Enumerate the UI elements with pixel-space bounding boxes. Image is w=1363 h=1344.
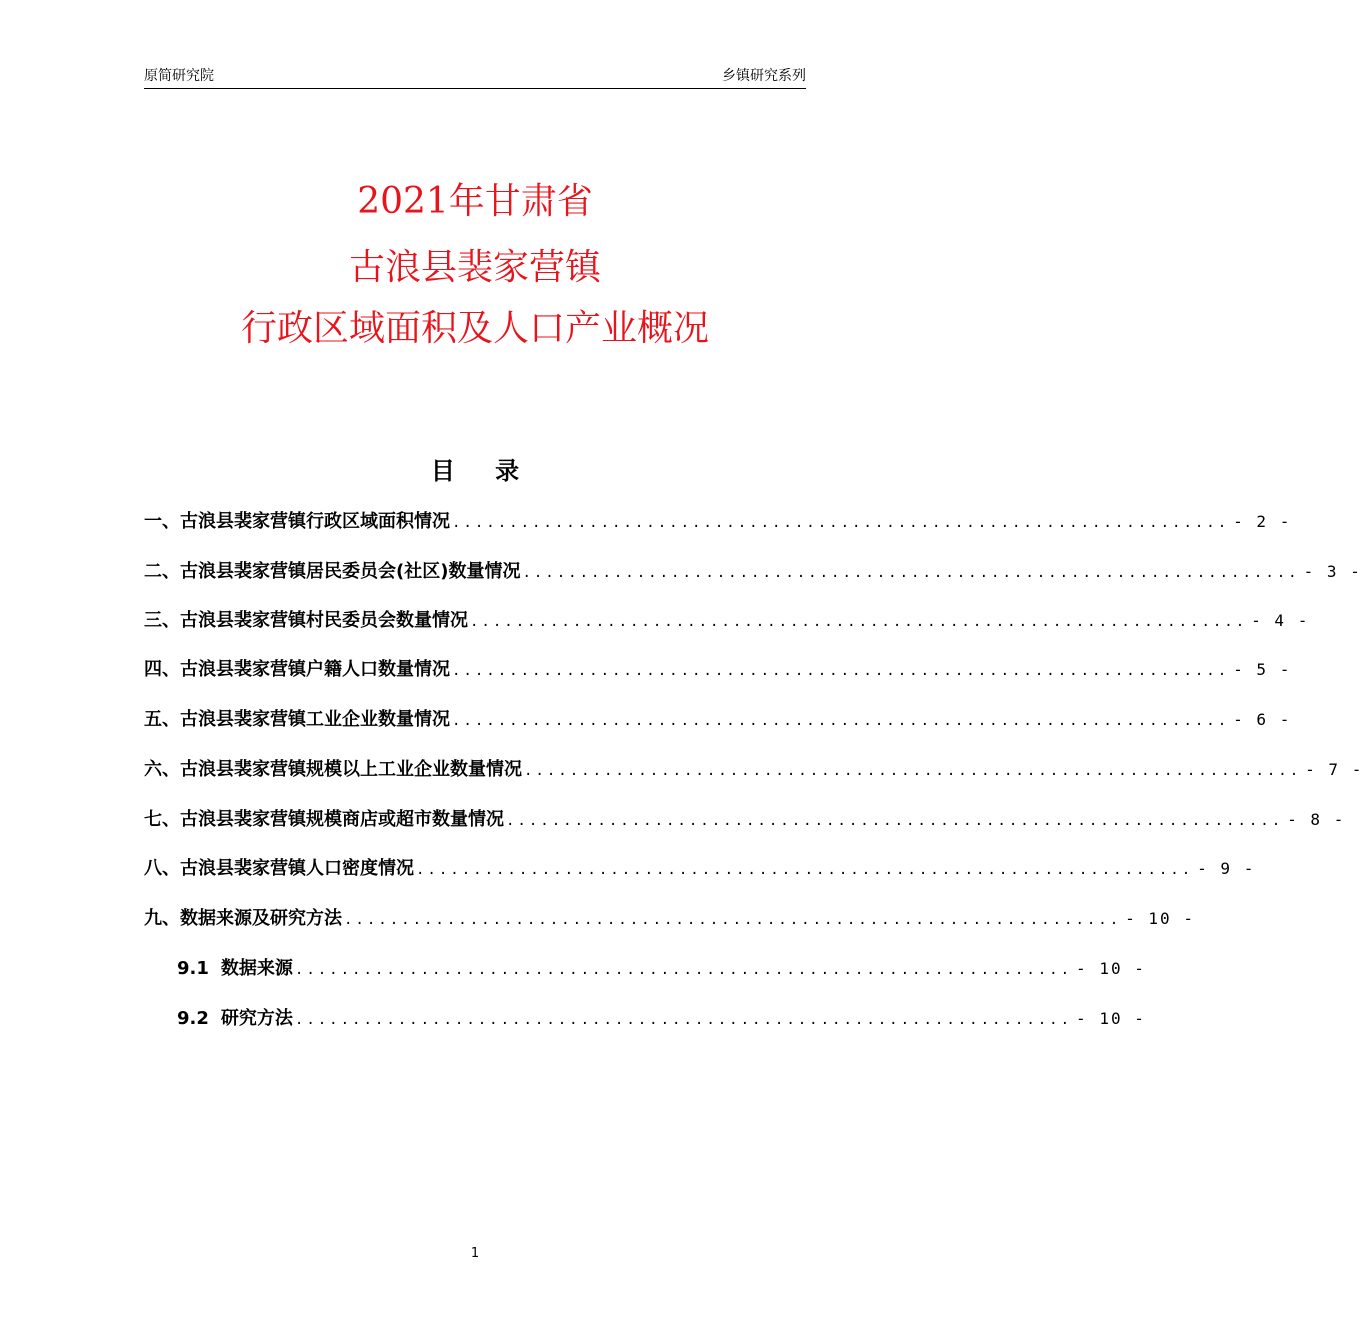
toc-item[interactable] <box>144 854 1256 884</box>
toc-item-label: 九、数据来源及研究方法 <box>144 908 342 929</box>
page-header <box>144 66 806 89</box>
toc-item[interactable] <box>144 755 1363 785</box>
toc-leader-dots: .................................................................... <box>452 515 1230 531</box>
toc-item[interactable] <box>144 606 1310 636</box>
toc-item[interactable] <box>144 805 1346 835</box>
toc-leader-dots: .................................................................... <box>522 565 1300 581</box>
toc-subitem[interactable] <box>177 1004 1146 1034</box>
title-line-2: 古浪县裴家营镇 <box>348 247 601 288</box>
toc-item-page: - 8 - <box>1287 810 1346 829</box>
toc-item-label: 七、古浪县裴家营镇规模商店或超市数量情况 <box>144 809 504 830</box>
toc-item-page: - 7 - <box>1305 760 1363 779</box>
page-number: 1 <box>470 1246 480 1261</box>
toc-subitem-number: 9.2 <box>177 1008 209 1029</box>
toc-item-label: 六、古浪县裴家营镇规模以上工业企业数量情况 <box>144 759 522 780</box>
toc-subitem-page: - 10 - <box>1076 959 1146 978</box>
toc-heading: 目 录 <box>430 457 536 485</box>
toc-subitem[interactable] <box>177 954 1146 984</box>
header-right-text: 乡镇研究系列 <box>722 68 806 84</box>
toc-item-label: 四、古浪县裴家营镇户籍人口数量情况 <box>144 659 450 680</box>
toc-leader-dots: .................................................................... <box>294 962 1073 978</box>
toc-leader-dots: .................................................................... <box>416 862 1194 878</box>
toc-leader-dots: .................................................................... <box>452 713 1230 729</box>
toc-item-label: 三、古浪县裴家营镇村民委员会数量情况 <box>144 610 468 631</box>
toc-subitem-label: 数据来源 <box>220 958 293 979</box>
toc-leader-dots: .................................................................... <box>294 1012 1073 1028</box>
title-line-1: 2021年甘肃省 <box>357 181 593 222</box>
toc-leader-dots: .................................................................... <box>344 912 1122 928</box>
title-line-3: 行政区域面积及人口产业概况 <box>240 308 709 349</box>
toc-leader-dots: .................................................................... <box>524 763 1302 779</box>
toc-subitem-page: - 10 - <box>1076 1009 1146 1028</box>
toc-leader-dots: .................................................................... <box>470 614 1248 630</box>
toc-item[interactable] <box>144 904 1195 934</box>
toc-leader-dots: .................................................................... <box>506 813 1284 829</box>
toc-item[interactable] <box>144 655 1292 685</box>
toc-item-label: 一、古浪县裴家营镇行政区域面积情况 <box>144 511 450 532</box>
toc-item-page: - 6 - <box>1233 710 1292 729</box>
toc-item[interactable] <box>144 507 1292 537</box>
toc-item-page: - 4 - <box>1251 611 1310 630</box>
toc-item-page: - 10 - <box>1125 909 1195 928</box>
toc-item-label: 二、古浪县裴家营镇居民委员会(社区)数量情况 <box>144 561 521 582</box>
toc-item-label: 八、古浪县裴家营镇人口密度情况 <box>144 858 414 879</box>
toc-item-label: 五、古浪县裴家营镇工业企业数量情况 <box>144 709 450 730</box>
header-left-text: 原简研究院 <box>144 68 214 84</box>
toc-subitem-number: 9.1 <box>177 958 209 979</box>
toc-item-page: - 2 - <box>1233 512 1292 531</box>
toc-item-page: - 5 - <box>1233 660 1292 679</box>
toc-item[interactable] <box>144 705 1292 735</box>
toc-item-page: - 9 - <box>1197 859 1256 878</box>
toc-item-page: - 3 - <box>1303 562 1362 581</box>
toc-leader-dots: .................................................................... <box>452 663 1230 679</box>
toc-item[interactable] <box>144 557 1362 587</box>
toc-subitem-label: 研究方法 <box>220 1008 293 1029</box>
